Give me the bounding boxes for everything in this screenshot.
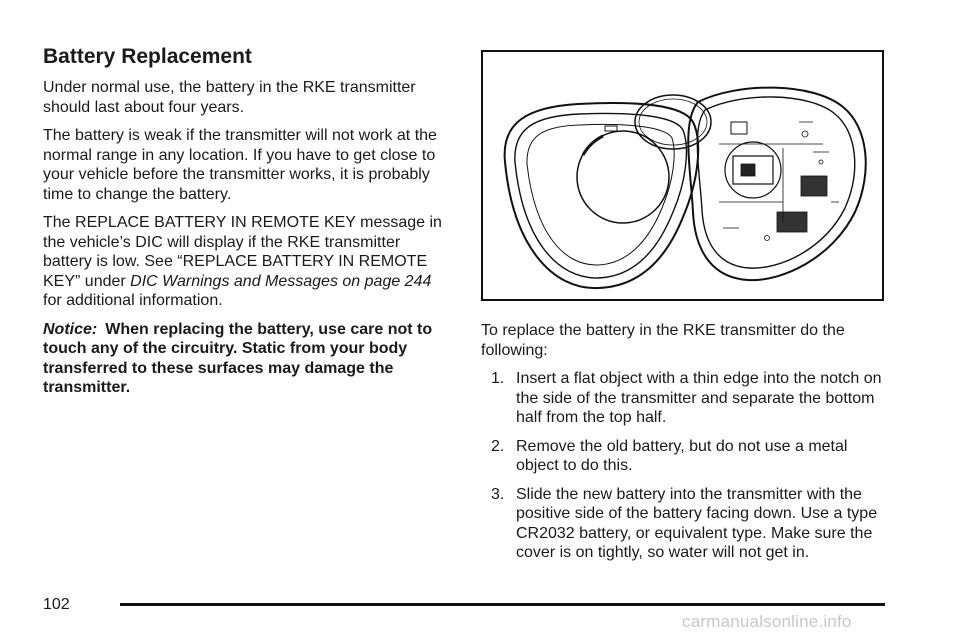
site-watermark: carmanualsonline.info: [682, 612, 852, 631]
transmitter-illustration: [481, 50, 884, 301]
left-column: [43, 44, 453, 407]
procedure-intro: To replace the battery in the RKE transmitter do the following:: [481, 322, 845, 359]
paragraph-battery-weak: The battery is weak if the transmitter will not work at the normal range in any location. If you have to get close to your vehicle before the transmitter works, it is probably time to change the battery.: [43, 127, 437, 203]
opened-transmitter-drawing: [483, 52, 886, 303]
step-text: Remove the old battery, but do not use a metal object to do this.: [516, 437, 848, 474]
notice-label: Notice:: [43, 320, 98, 338]
section-title: Battery Replacement: [43, 45, 252, 68]
right-column: [481, 50, 891, 572]
list-item: [481, 437, 891, 476]
notice-text: When replacing the battery, use care not to touch any of the circuitry. Static from your body transferred to these surfaces may damage the transmitter.: [43, 320, 433, 396]
step-text: Slide the new battery into the transmitter with the positive side of the battery facing down. Use a type CR2032 battery, or equivalent type. Make sure the cover is on tightly, so water will not get in.: [516, 485, 878, 561]
dic-warnings-reference[interactable]: DIC Warnings and Messages on page 244: [130, 272, 432, 290]
step-number: 1.: [491, 370, 505, 387]
list-item: [481, 485, 891, 563]
footer-divider: [120, 603, 885, 606]
list-item: [481, 369, 891, 428]
dic-message-text: The REPLACE BATTERY IN REMOTE KEY message in the vehicle’s DIC will display if the RKE transmitter battery is low. See “REPLACE BATTERY IN REMOTE KEY” under: [43, 214, 442, 290]
procedure-steps: [481, 369, 891, 563]
step-text: Insert a flat object with a thin edge into the notch on the side of the transmitter and separate the bottom half from the top half.: [516, 370, 882, 426]
paragraph-dic-message: [43, 213, 453, 311]
step-number: 3.: [491, 485, 505, 503]
paragraph-battery-life: Under normal use, the battery in the RKE transmitter should last about four years.: [43, 79, 416, 116]
page-number: 102: [43, 596, 70, 613]
notice-paragraph: [43, 320, 453, 398]
step-number: 2.: [491, 437, 505, 455]
dic-message-text-end: for additional information.: [43, 292, 223, 309]
